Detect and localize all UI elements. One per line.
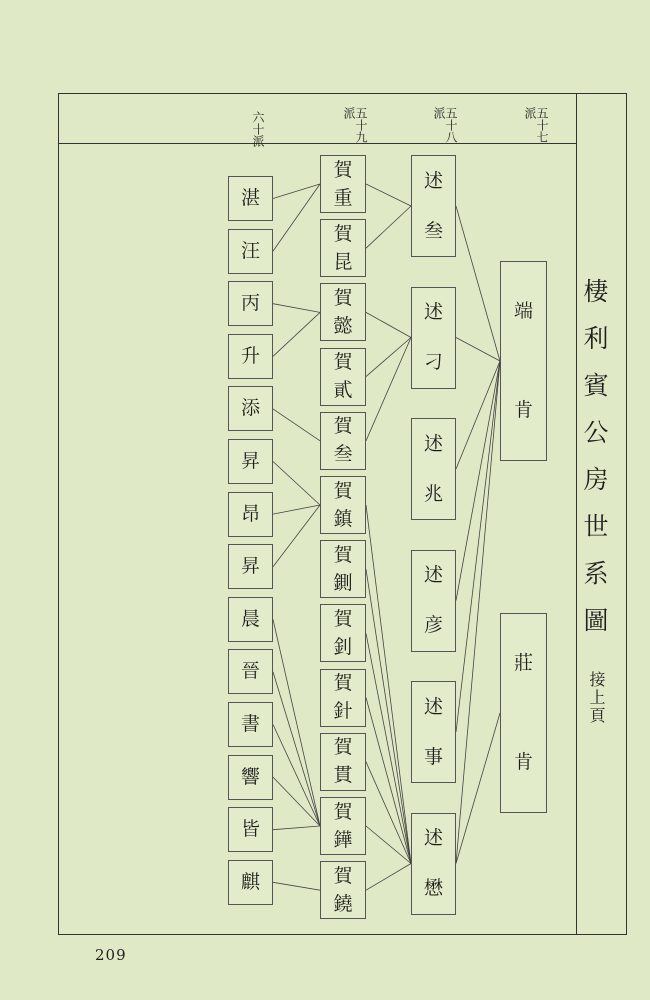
person-name-char: 書: [240, 713, 260, 735]
generation-label-57: 五十七派: [523, 107, 549, 143]
chart-title: 棲利賓公房世系圖: [580, 278, 609, 654]
person-node: [320, 604, 366, 662]
person-name-char: 述: [423, 301, 443, 323]
lineage-connector: [366, 569, 411, 863]
person-name-char: 叁: [423, 219, 443, 242]
person-name-char: 述: [423, 169, 443, 192]
person-node: [228, 860, 273, 905]
person-node: [411, 418, 456, 520]
person-node: [411, 813, 456, 915]
person-node: [228, 281, 273, 326]
lineage-connector: [366, 206, 411, 248]
person-name-char: 針: [333, 700, 353, 723]
person-name-char: 貳: [333, 379, 353, 402]
generation-label-59: 五十九派: [342, 107, 368, 143]
lineage-connector: [366, 505, 411, 864]
person-name-char: 刁: [423, 351, 443, 373]
lineage-connector: [366, 826, 411, 864]
person-node: [228, 334, 273, 379]
lineage-connector: [366, 864, 411, 891]
person-name-char: 述: [423, 432, 443, 455]
person-name-char: 皆: [240, 818, 260, 841]
generation-label-60: 六十派: [251, 111, 265, 147]
person-name-char: 叁: [333, 443, 353, 466]
person-name-char: 賀: [333, 800, 353, 823]
lineage-connector: [273, 312, 320, 356]
lineage-connector: [366, 338, 411, 441]
lineage-connector: [366, 698, 411, 864]
person-name-char: 兆: [423, 482, 443, 505]
lineage-connector: [273, 505, 320, 567]
person-node: [320, 219, 366, 277]
person-name-char: 釗: [333, 635, 353, 658]
person-node: [228, 649, 273, 694]
person-name-char: 晉: [240, 660, 260, 683]
person-name-char: 賀: [333, 158, 353, 181]
person-node: [320, 476, 366, 534]
person-name-char: 肯: [513, 399, 533, 421]
person-name-char: 鍘: [333, 571, 353, 594]
person-name-char: 貫: [333, 764, 353, 787]
person-name-char: 端: [513, 300, 533, 322]
person-name-char: 響: [240, 765, 260, 788]
person-name-char: 賀: [333, 864, 353, 887]
lineage-connector: [456, 361, 500, 732]
person-name-char: 重: [333, 186, 353, 209]
lineage-connector: [273, 409, 320, 441]
person-name-char: 添: [240, 397, 260, 420]
person-name-char: 汪: [240, 239, 260, 262]
person-node: [500, 261, 547, 461]
lineage-connector: [273, 725, 320, 827]
person-node: [411, 155, 456, 257]
generation-label-58: 五十八派: [432, 107, 458, 143]
person-name-char: 賀: [333, 415, 353, 438]
person-node: [228, 702, 273, 747]
person-name-char: 賀: [333, 351, 353, 374]
lineage-connector: [366, 338, 411, 377]
person-name-char: 賀: [333, 543, 353, 566]
person-name-char: 彦: [423, 614, 443, 636]
person-name-char: 賀: [333, 286, 353, 309]
person-node: [320, 540, 366, 598]
person-node: [228, 597, 273, 642]
person-name-char: 賀: [333, 607, 353, 630]
person-name-char: 肯: [513, 751, 533, 773]
lineage-connector: [456, 206, 500, 361]
person-node: [228, 492, 273, 537]
lineage-connector: [273, 619, 320, 826]
person-name-char: 述: [423, 564, 443, 586]
lineage-connector: [273, 505, 320, 514]
person-node: [320, 412, 366, 470]
person-name-char: 賀: [333, 222, 353, 245]
person-name-char: 賀: [333, 736, 353, 759]
person-name-char: 賀: [333, 672, 353, 695]
person-node: [228, 176, 273, 221]
lineage-connector: [273, 882, 320, 890]
person-name-char: 湛: [240, 187, 260, 209]
person-node: [320, 669, 366, 727]
lineage-connector: [366, 312, 411, 337]
person-name-char: 昇: [240, 555, 260, 578]
lineage-connector: [273, 184, 320, 251]
continued-from-previous-page-note: 接上頁: [587, 671, 606, 725]
lineage-connector: [273, 304, 320, 313]
lineage-connector: [273, 672, 320, 826]
person-node: [320, 861, 366, 919]
lineage-connector: [273, 462, 320, 506]
person-node: [320, 155, 366, 213]
person-node: [411, 550, 456, 652]
person-node: [228, 386, 273, 431]
person-node: [228, 439, 273, 484]
genealogy-chart-frame: [58, 93, 627, 935]
person-node: [411, 681, 456, 783]
person-node: [228, 807, 273, 852]
person-name-char: 鐃: [333, 892, 353, 915]
lineage-connector: [456, 361, 500, 601]
person-node: [228, 229, 273, 274]
person-node: [228, 544, 273, 589]
person-name-char: 昆: [333, 250, 353, 273]
lineage-connector: [273, 184, 320, 199]
person-name-char: 晨: [240, 607, 260, 630]
person-node: [320, 348, 366, 406]
person-name-char: 昇: [240, 450, 260, 472]
lineage-connector: [273, 826, 320, 830]
person-node: [320, 797, 366, 855]
person-name-char: 賀: [333, 479, 353, 502]
person-name-char: 懿: [333, 314, 353, 337]
page-number: 209: [95, 946, 127, 964]
person-name-char: 丙: [240, 292, 260, 315]
person-name-char: 事: [423, 745, 443, 768]
person-name-char: 莊: [513, 652, 533, 674]
person-name-char: 麒: [240, 870, 260, 893]
person-node: [500, 613, 547, 813]
person-name-char: 昂: [240, 502, 260, 525]
person-name-char: 鏵: [333, 828, 353, 851]
lineage-connector: [456, 338, 500, 362]
person-node: [320, 733, 366, 791]
person-name-char: 懋: [423, 877, 443, 899]
lineage-connector: [366, 184, 411, 206]
person-node: [228, 755, 273, 800]
person-node: [320, 283, 366, 341]
person-name-char: 升: [240, 344, 260, 367]
person-name-char: 鎮: [333, 507, 353, 530]
person-name-char: 述: [423, 695, 443, 718]
lineage-connector: [366, 633, 411, 863]
person-node: [411, 287, 456, 389]
person-name-char: 述: [423, 827, 443, 849]
